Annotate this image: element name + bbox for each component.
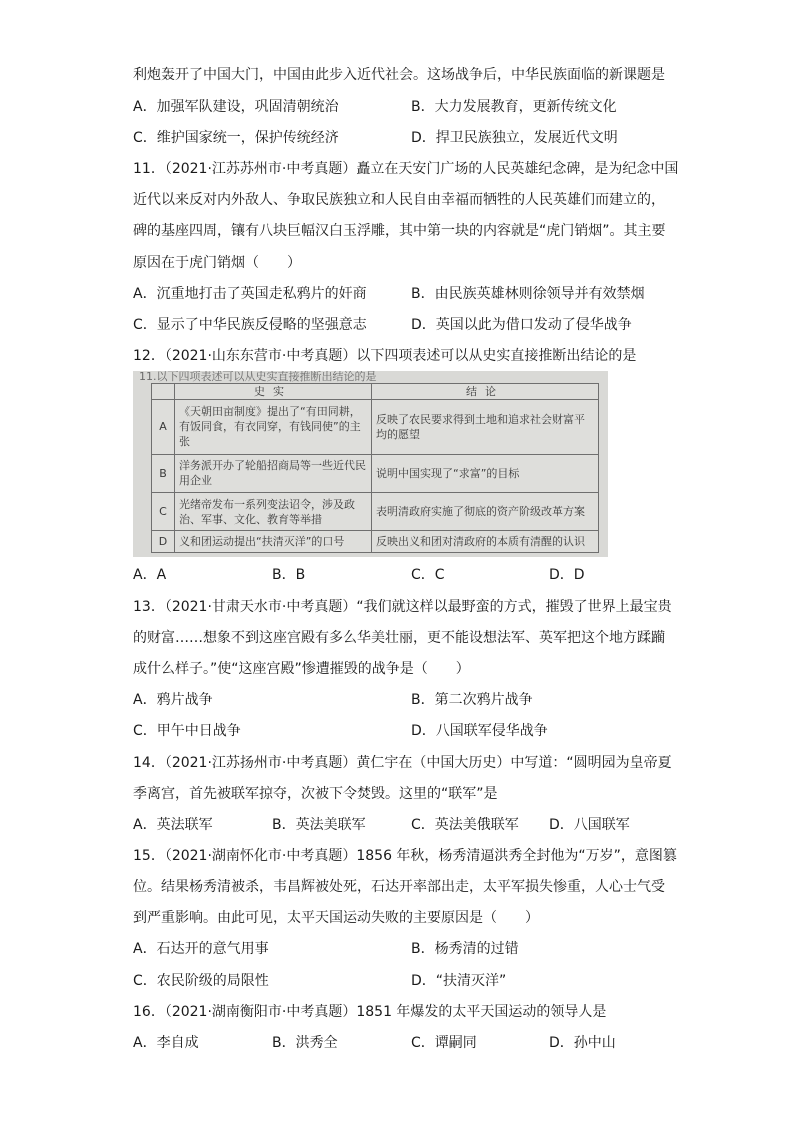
table-row <box>152 454 599 492</box>
row-conclusion: 反映了农民要求得到土地和追求社会财富平均的愿望 <box>372 400 599 455</box>
photo-cut-heading: 11.以下四项表述可以从史实直接推断出结论的是 <box>139 371 377 383</box>
question-13-line-2: 的财富……想象不到这座宫殿有多么华美壮丽，更不能设想法军、英军把这个地方蹂躏 <box>133 630 665 646</box>
q16-option-d: D．孙中山 <box>549 1035 616 1051</box>
q13-option-a: A．鸦片战争 <box>133 692 213 708</box>
question-14-line-2: 季离宫，首先被联军掠夺，次被下令焚毁。这里的“联军”是 <box>133 786 498 802</box>
row-conclusion: 反映出义和团对清政府的本质有清醒的认识 <box>372 531 599 553</box>
q11-option-d: D．英国以此为借口发动了侵华战争 <box>411 317 632 333</box>
question-15-line-3: 到严重影响。由此可见，太平天国运动失败的主要原因是（ ） <box>133 910 539 926</box>
q12-option-d: D．D <box>549 567 585 583</box>
question-15-line-2: 位。结果杨秀清被杀，韦昌辉被处死，石达开率部出走，太平军损失惨重，人心士气受 <box>133 879 665 895</box>
question-10-stem-end: 利炮轰开了中国大门，中国由此步入近代社会。这场战争后，中华民族面临的新课题是 <box>133 67 665 83</box>
q14-option-c: C．英法美俄联军 <box>411 817 519 833</box>
question-16-line-1: 16．（2021·湖南衡阳市·中考真题）1851 年爆发的太平天国运动的领导人是 <box>133 1004 607 1020</box>
q12-option-b: B．B <box>272 567 306 583</box>
history-table <box>151 383 599 553</box>
table-row <box>152 492 599 530</box>
q10-option-d: D．捍卫民族独立，发展近代文明 <box>411 130 618 146</box>
q12-option-c: C．C <box>411 567 445 583</box>
q11-option-a: A．沉重地打击了英国走私鸦片的奸商 <box>133 286 367 302</box>
table-row <box>152 400 599 455</box>
table-header-row <box>152 384 599 400</box>
q14-option-a: A．英法联军 <box>133 817 213 833</box>
q15-option-d: D．“扶清灭洋” <box>411 973 507 989</box>
row-fact: 光绪帝发布一系列变法诏令，涉及政治、军事、文化、教育等举措 <box>175 492 372 530</box>
question-15-line-1: 15．（2021·湖南怀化市·中考真题）1856 年秋，杨秀清逼洪秀全封他为“万岁”，意图篡 <box>133 848 677 864</box>
row-fact: 《天朝田亩制度》提出了“有田同耕，有饭同食，有衣同穿，有钱同使”的主张 <box>175 400 372 455</box>
row-fact: 义和团运动提出“扶清灭洋”的口号 <box>175 531 372 553</box>
table-row <box>152 531 599 553</box>
q14-option-b: B．英法美联军 <box>272 817 366 833</box>
q10-option-c: C．维护国家统一，保护传统经济 <box>133 130 339 146</box>
q15-option-b: B．杨秀清的过错 <box>411 941 519 957</box>
row-key: A <box>152 400 175 455</box>
q12-option-a: A．A <box>133 567 167 583</box>
q16-option-a: A．李自成 <box>133 1035 199 1051</box>
row-conclusion: 说明中国实现了“求富”的目标 <box>372 454 599 492</box>
q10-option-b: B．大力发展教育，更新传统文化 <box>411 99 617 115</box>
q13-option-b: B．第二次鸦片战争 <box>411 692 533 708</box>
q15-option-c: C．农民阶级的局限性 <box>133 973 269 989</box>
question-11-line-4: 原因在于虎门销烟（ ） <box>133 255 301 271</box>
q11-option-c: C．显示了中华民族反侵略的坚强意志 <box>133 317 367 333</box>
row-key: C <box>152 492 175 530</box>
question-11-line-3: 碑的基座四周，镶有八块巨幅汉白玉浮雕，其中第一块的内容就是“虎门销烟”。其主要 <box>133 223 666 239</box>
row-key: B <box>152 454 175 492</box>
row-key: D <box>152 531 175 553</box>
question-12-table-photo <box>133 371 608 557</box>
question-11-line-2: 近代以来反对内外敌人、争取民族独立和人民自由幸福而牺牲的人民英雄们而建立的， <box>133 192 665 208</box>
q16-option-c: C．谭嗣同 <box>411 1035 477 1051</box>
row-fact: 洋务派开办了轮船招商局等一些近代民用企业 <box>175 454 372 492</box>
q14-option-d: D．八国联军 <box>549 817 630 833</box>
header-conclusion: 结论 <box>372 384 599 400</box>
q10-option-a: A．加强军队建设，巩固清朝统治 <box>133 99 339 115</box>
q16-option-b: B．洪秀全 <box>272 1035 338 1051</box>
q13-option-d: D．八国联军侵华战争 <box>411 723 548 739</box>
q15-option-a: A．石达开的意气用事 <box>133 941 269 957</box>
header-fact: 史实 <box>175 384 372 400</box>
q11-option-b: B．由民族英雄林则徐领导并有效禁烟 <box>411 286 645 302</box>
q13-option-c: C．甲午中日战争 <box>133 723 241 739</box>
question-13-line-1: 13．（2021·甘肃天水市·中考真题）“我们就这样以最野蛮的方式，摧毁了世界上最宝贵 <box>133 599 672 615</box>
row-conclusion: 表明清政府实施了彻底的资产阶级改革方案 <box>372 492 599 530</box>
question-11-line-1: 11．（2021·江苏苏州市·中考真题）矗立在天安门广场的人民英雄纪念碑，是为纪念中国 <box>133 161 679 177</box>
question-13-line-3: 成什么样子。”使“这座宫殿”惨遭摧毁的战争是（ ） <box>133 661 470 677</box>
question-12-line-1: 12．（2021·山东东营市·中考真题）以下四项表述可以从史实直接推断出结论的是 <box>133 348 637 364</box>
question-14-line-1: 14．（2021·江苏扬州市·中考真题）黄仁宇在（中国大历史）中写道：“圆明园为皇帝夏 <box>133 755 672 771</box>
